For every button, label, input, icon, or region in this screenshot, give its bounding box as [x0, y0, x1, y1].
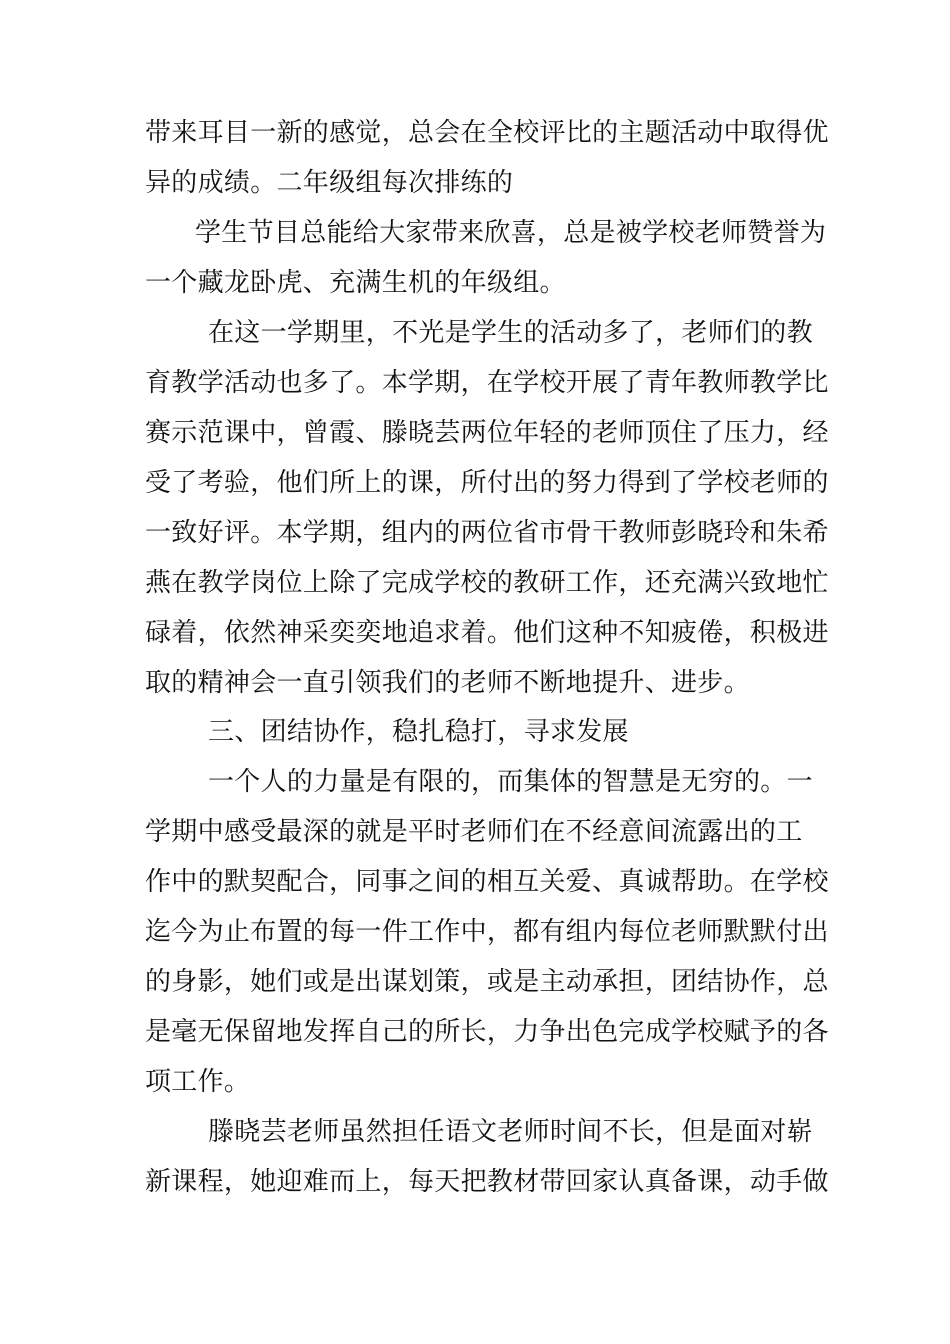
text-line: 受了考验，他们所上的课，所付出的努力得到了学校老师的 [145, 468, 829, 498]
text-line: 一致好评。本学期，组内的两位省市骨干教师彭晓玲和朱希 [145, 518, 829, 548]
text-line: 带来耳目一新的感觉，总会在全校评比的主题活动中取得优 [145, 118, 829, 148]
text-line: 是毫无保留地发挥自己的所长，力争出色完成学校赋予的各 [145, 1017, 829, 1047]
text-line: 的身影，她们或是出谋划策，或是主动承担，团结协作，总 [145, 967, 829, 997]
text-line: 育教学活动也多了。本学期，在学校开展了青年教师教学比 [145, 368, 829, 398]
text-line: 赛示范课中，曾霞、滕晓芸两位年轻的老师顶住了压力，经 [145, 418, 829, 448]
paragraph-start-line: 学生节目总能给大家带来欣喜，总是被学校老师赞誉为 [195, 218, 827, 248]
text-line: 学期中感受最深的就是平时老师们在不经意间流露出的工 [145, 817, 803, 847]
paragraph-start-line: 一个人的力量是有限的，而集体的智慧是无穷的。一 [208, 767, 813, 797]
paragraph-start-line: 滕晓芸老师虽然担任语文老师时间不长，但是面对崭 [208, 1117, 813, 1147]
text-line: 项工作。 [145, 1067, 251, 1097]
text-line: 碌着，依然神采奕奕地追求着。他们这种不知疲倦，积极进 [145, 618, 829, 648]
text-line: 燕在教学岗位上除了完成学校的教研工作，还充满兴致地忙 [145, 568, 829, 598]
text-line: 异的成绩。二年级组每次排练的 [145, 168, 514, 198]
text-line: 一个藏龙卧虎、充满生机的年级组。 [145, 268, 566, 298]
text-line: 迄今为止布置的每一件工作中，都有组内每位老师默默付出 [145, 917, 829, 947]
paragraph-start-line: 在这一学期里，不光是学生的活动多了，老师们的教 [208, 318, 813, 348]
text-line: 作中的默契配合，同事之间的相互关爱、真诚帮助。在学校 [145, 867, 829, 897]
section-heading: 三、团结协作，稳扎稳打，寻求发展 [208, 717, 629, 747]
text-line: 取的精神会一直引领我们的老师不断地提升、进步。 [145, 668, 750, 698]
text-line: 新课程，她迎难而上，每天把教材带回家认真备课，动手做 [145, 1167, 829, 1197]
